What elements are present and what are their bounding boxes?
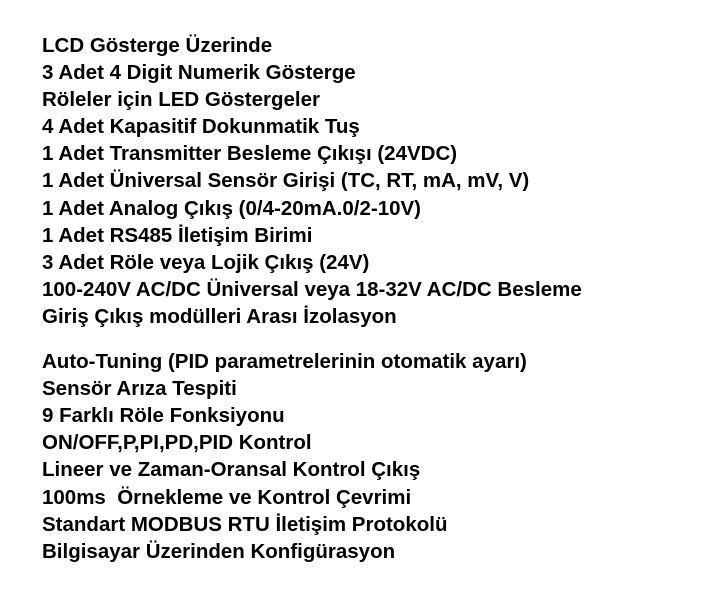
software-feature-list — [42, 348, 702, 565]
hardware-feature-list — [42, 32, 702, 330]
hardware-feature-item: LCD Gösterge Üzerinde — [42, 34, 273, 57]
section-spacer — [42, 330, 702, 348]
software-feature-item: Bilgisayar Üzerinden Konfigürasyon — [42, 539, 396, 563]
hardware-feature-item: 3 Adet Röle veya Lojik Çıkış (24V) — [42, 250, 370, 274]
hardware-feature-item: 1 Adet Üniversal Sensör Girişi (TC, RT, mA, mV, V) — [42, 169, 530, 193]
hardware-feature-item: 1 Adet RS485 İletişim Birimi — [42, 223, 313, 247]
hardware-feature-item: 1 Adet Analog Çıkış (0/4-20mA.0/2-10V) — [42, 196, 421, 220]
software-feature-item: Auto-Tuning (PID parametrelerinin otomatik ayarı) — [42, 350, 527, 374]
hardware-feature-item: 1 Adet Transmitter Besleme Çıkışı (24VDC) — [42, 142, 458, 166]
software-feature-item: ON/OFF,P,PI,PD,PID Kontrol — [42, 431, 312, 455]
software-feature-item: 100ms Örnekleme ve Kontrol Çevrimi — [42, 485, 412, 509]
software-feature-item: Sensör Arıza Tespiti — [42, 377, 237, 401]
software-feature-item: Standart MODBUS RTU İletişim Protokolü — [42, 512, 448, 536]
hardware-feature-item: Giriş Çıkış modülleri Arası İzolasyon — [42, 304, 397, 328]
feature-document — [42, 32, 702, 565]
hardware-feature-item: 3 Adet 4 Digit Numerik Gösterge — [42, 61, 356, 85]
hardware-feature-item: Röleler için LED Göstergeler — [42, 88, 320, 112]
hardware-feature-item: 100-240V AC/DC Üniversal veya 18-32V AC/DC Besleme — [42, 277, 582, 301]
software-feature-item: 9 Farklı Röle Fonksiyonu — [42, 404, 285, 428]
hardware-feature-item: 4 Adet Kapasitif Dokunmatik Tuş — [42, 115, 360, 139]
software-feature-item: Lineer ve Zaman-Oransal Kontrol Çıkış — [42, 458, 421, 482]
